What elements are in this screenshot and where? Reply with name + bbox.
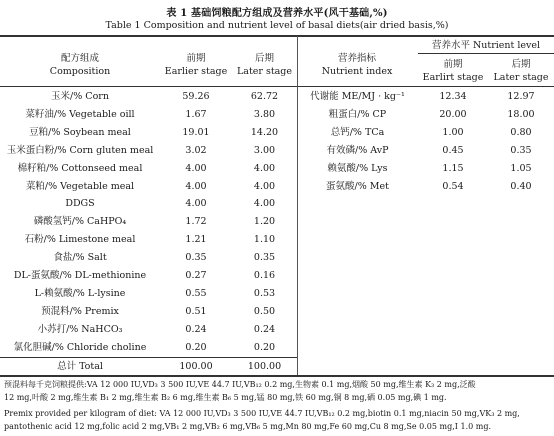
nutrient-name: 赖氨酸/% Lys [327,162,388,174]
composition-row [0,249,297,266]
composition-later-value: 0.16 [253,270,276,281]
nutrient-early-value: 0.45 [442,144,464,156]
composition-name: 食盐/% Salt [53,252,107,264]
nutrient-row [297,142,554,159]
composition-later-value: 0.20 [253,341,276,353]
composition-name: 石粉/% Limestone meal [24,234,136,246]
composition-name: 菜籽油/% Vegetable oill [25,108,135,120]
table-title-en: Table 1 Composition and nutrient level of basal diets(air dried basis,%) [105,20,449,31]
footnote-cn-line1: 预混料每千克饲粮提供:VA 12 000 IU,VD₃ 3 500 IU,VE 44.7 IU,VB₁₂ 0.2 mg,生物素 0.1 mg,烟酸 50 mg,维生素 K₃ 2 mg,泛酸 [4,380,476,389]
nutrient-row [297,178,554,195]
header-later-2: 后期 Later stage [493,59,549,83]
composition-later-value: 1.10 [253,234,276,246]
composition-name: 棉籽粕/% Cottonseed meal [17,162,143,174]
composition-row [0,195,297,212]
composition-early-value: 1.21 [185,234,207,246]
nutrient-row [297,88,554,105]
nutrient-early-value: 20.00 [439,108,467,120]
level-underline [418,53,554,54]
composition-row [0,267,297,284]
composition-early-value: 4.00 [185,162,207,174]
composition-later-value: 14.20 [250,126,279,138]
composition-early-value: 0.24 [185,323,207,335]
composition-early-value: 0.55 [185,287,207,299]
composition-name: 磷酸氢钙/% CaHPO₄ [33,216,127,228]
nutrient-later-value: 18.00 [507,108,535,120]
nutrient-later-value: 1.05 [510,162,532,174]
composition-row [0,88,297,105]
composition-later-value: 0.35 [253,252,276,264]
composition-later-value: 62.72 [250,91,279,102]
composition-early-value: 0.51 [185,305,207,317]
composition-later-value: 3.80 [253,108,276,120]
composition-name: DDGS [65,198,95,210]
header-bottom-rule [0,86,554,87]
bottom-rule [0,375,554,377]
top-rule [0,35,554,37]
nutrient-name: 粗蛋白/% CP [328,108,387,120]
header-early-2: 前期 Earlirt stage [422,59,484,83]
nutrient-name: 有效磷/% AvP [326,144,389,156]
composition-name: DL-蛋氨酸/% DL-methionine [13,270,147,281]
composition-row [0,106,297,123]
footnote-en-line1: Premix provided per kilogram of diet: VA 12 000 IU,VD₃ 3 500 IU,VE 44.7 IU,VB₁₂ 0.2 mg,biotin 0.1 mg,niacin 50 mg,VK₃ 2 mg, [4,409,520,418]
composition-later-value: 4.00 [253,180,276,192]
composition-later-value: 0.50 [253,305,276,317]
total-later: 100.00 [247,361,282,372]
composition-name: 玉米/% Corn [51,91,109,102]
composition-early-value: 4.00 [185,198,207,210]
composition-row [0,321,297,338]
total-label: 总计 Total [57,361,103,372]
composition-later-value: 3.00 [253,144,276,156]
composition-row [0,231,297,248]
composition-early-value: 59.26 [182,91,210,102]
nutrient-name: 总钙/% TCa [330,126,385,138]
header-early: 前期 Earlier stage [164,53,228,77]
column-divider [297,36,298,375]
header-later: 后期 Later stage [236,53,293,77]
nutrient-row [297,106,554,123]
composition-row [0,285,297,302]
composition-early-value: 1.67 [185,108,207,120]
nutrient-early-value: 1.00 [442,126,464,138]
composition-row [0,160,297,177]
composition-row [0,303,297,320]
composition-name: 菜粕/% Vegetable meal [25,180,135,192]
footnote-en-line2: pantothenic acid 12 mg,folic acid 2 mg,VB₁ 2 mg,VB₂ 6 mg,VB₆ 5 mg,Mn 80 mg,Fe 60 mg,Cu 8 mg,Se 0.05 mg,I 1.0 mg. [4,422,491,431]
nutrient-early-value: 0.54 [442,180,464,192]
composition-later-value: 4.00 [253,162,276,174]
composition-row [0,178,297,195]
composition-early-value: 0.27 [185,270,207,281]
composition-early-value: 0.20 [185,341,207,353]
composition-early-value: 4.00 [185,180,207,192]
header-nutrient-level: 营养水平 Nutrient level [431,40,541,51]
composition-early-value: 1.72 [185,216,207,228]
nutrient-later-value: 12.97 [507,91,535,102]
nutrient-name: 蛋氨酸/% Met [326,180,389,192]
total-early: 100.00 [179,361,213,372]
composition-name: 小苏打/% NaHCO₃ [37,323,123,335]
nutrient-name: 代谢能 ME/MJ · kg⁻¹ [310,91,405,102]
nutrient-row [297,160,554,177]
composition-row [0,339,297,356]
composition-name: 豆粕/% Soybean meal [29,126,131,138]
header-nutrient: 营养指标 Nutrient index [321,53,393,77]
nutrient-later-value: 0.80 [510,126,532,138]
composition-later-value: 4.00 [253,198,276,210]
nutrient-early-value: 1.15 [442,162,464,174]
nutrient-early-value: 12.34 [439,91,467,102]
total-row [0,358,297,375]
composition-name: L-赖氨酸/% L-lysine [34,287,126,299]
nutrient-row [297,124,554,141]
composition-row [0,124,297,141]
footnote-cn-line2: 12 mg,叶酸 2 mg,维生素 B₁ 2 mg,维生素 B₂ 6 mg,维生素 B₆ 5 mg,锰 80 mg,铁 60 mg,铜 8 mg,硒 0.05 mg,碘 1 mg. [4,393,447,402]
composition-later-value: 1.20 [253,216,276,228]
composition-early-value: 19.01 [182,126,210,138]
composition-name: 氯化胆碱/% Chloride choline [13,341,147,353]
composition-early-value: 3.02 [185,144,207,156]
nutrient-later-value: 0.35 [510,144,532,156]
nutrient-later-value: 0.40 [510,180,532,192]
header-composition: 配方组成 Composition [49,53,111,77]
composition-row [0,213,297,230]
composition-row [0,142,297,159]
composition-later-value: 0.53 [253,287,276,299]
composition-later-value: 0.24 [253,323,276,335]
composition-early-value: 0.35 [185,252,207,264]
composition-name: 玉米蛋白粉/% Corn gluten meal [6,144,154,156]
composition-name: 预混料/% Premix [41,305,119,317]
table-title-cn: 表 1 基础饲粮配方组成及营养水平(风干基础,%) [166,8,388,19]
